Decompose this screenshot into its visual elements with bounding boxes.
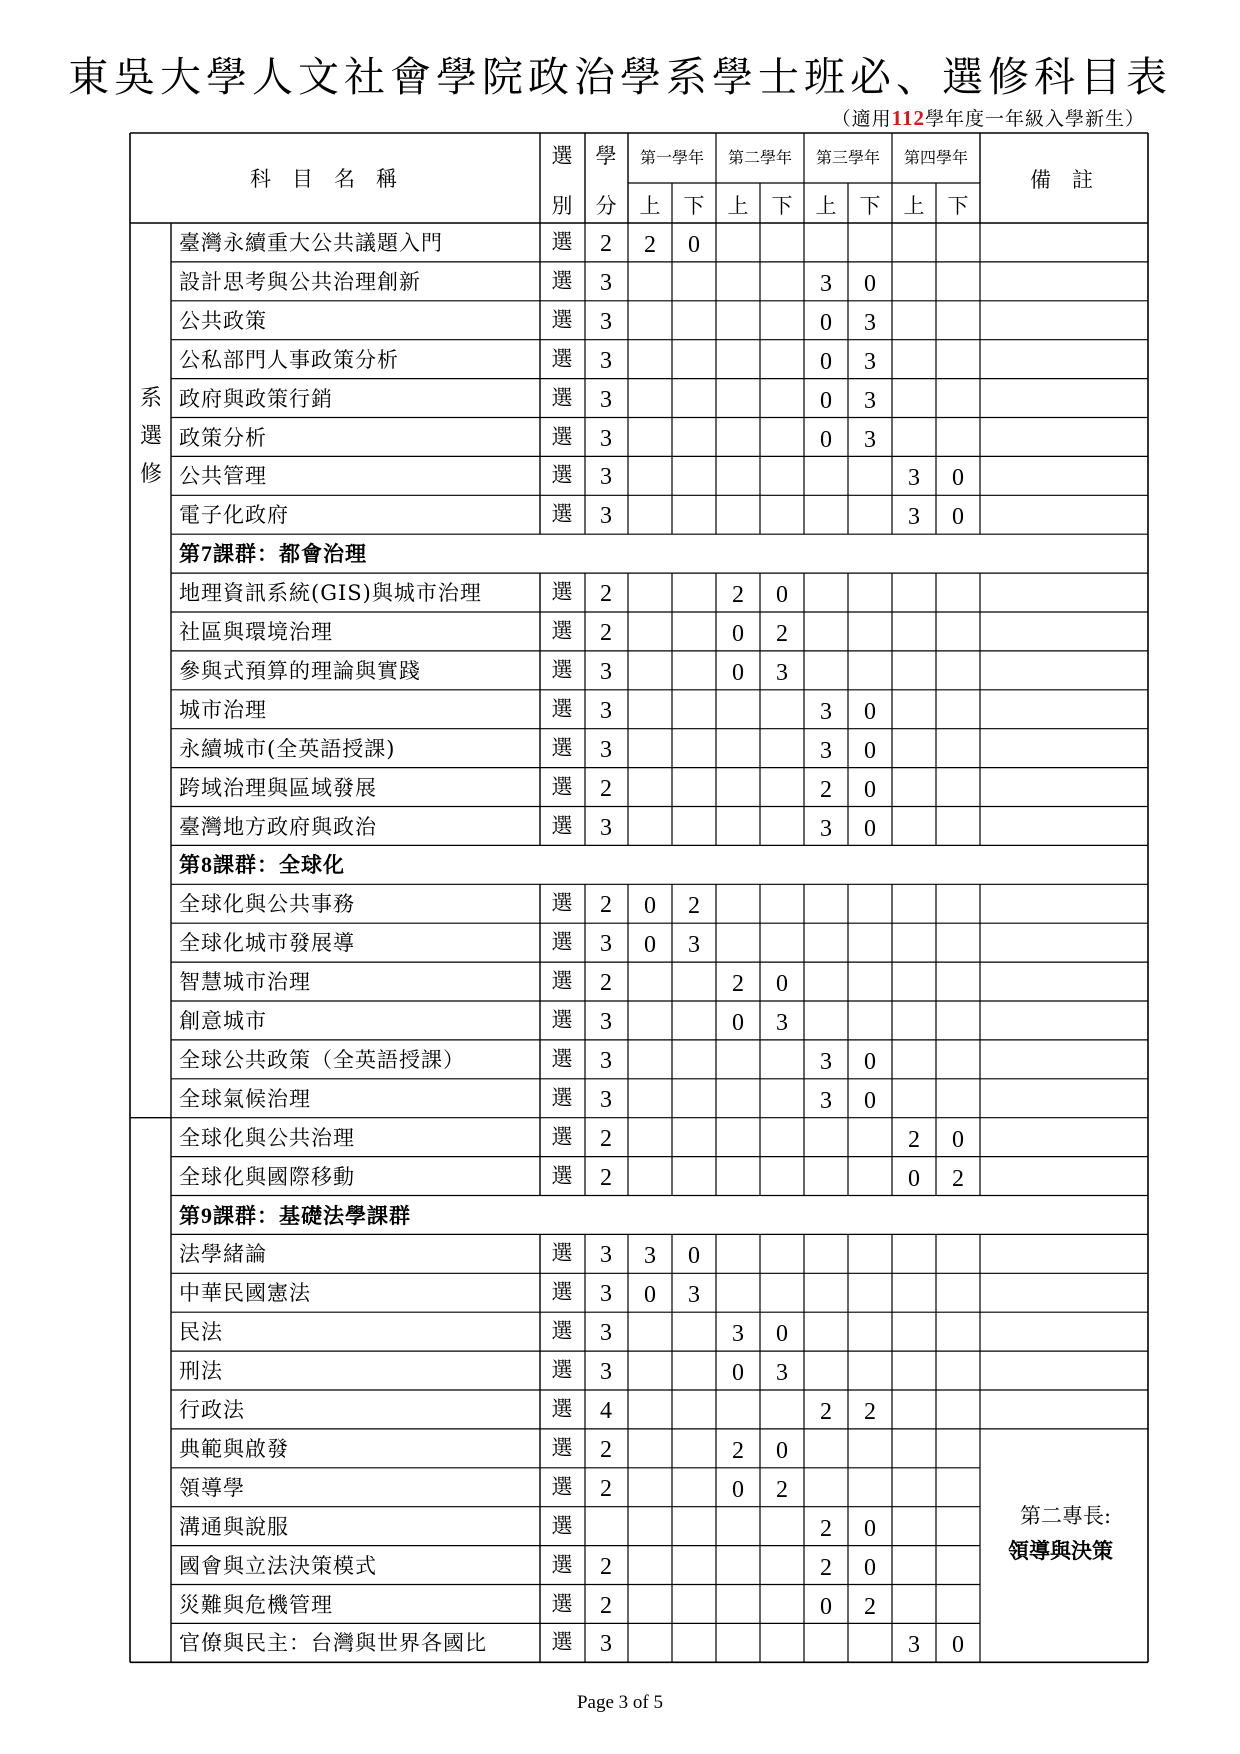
semester-credits: 0 xyxy=(952,1632,964,1659)
applicability-note xyxy=(832,104,1145,131)
semester-credits: 2 xyxy=(864,1593,876,1620)
course-name: 臺灣永續重大公共議題入門 xyxy=(179,231,443,255)
group-prefix: 第 xyxy=(179,541,201,567)
semester-credits: 2 xyxy=(820,776,832,803)
semester-credits: 3 xyxy=(820,737,832,764)
course-name: 刑法 xyxy=(179,1359,223,1384)
semester-credits: 0 xyxy=(732,659,744,686)
course-credits: 2 xyxy=(600,1592,612,1619)
semester-credits: 0 xyxy=(732,1476,744,1503)
remark-second-specialty-name: 領導與決策 xyxy=(1008,1537,1113,1563)
semester-credits: 2 xyxy=(644,232,656,258)
semester-credits: 0 xyxy=(864,1048,876,1075)
course-credits: 3 xyxy=(600,308,612,335)
group-name: 課群：全球化 xyxy=(213,852,345,878)
course-name: 全球公共政策（全英語授課） xyxy=(179,1047,465,1072)
semester-credits: 0 xyxy=(864,1554,876,1581)
course-type: 選 xyxy=(551,619,573,643)
course-credits: 2 xyxy=(600,1553,612,1580)
semester-credits: 3 xyxy=(908,1632,920,1659)
semester-credits: 3 xyxy=(864,309,876,336)
semester-credits: 0 xyxy=(732,1010,744,1036)
course-group-title xyxy=(179,543,367,565)
course-credits: 3 xyxy=(600,347,612,374)
semester-credits: 0 xyxy=(644,893,656,920)
course-credits: 3 xyxy=(600,1009,612,1035)
group-prefix: 第 xyxy=(179,1202,201,1228)
course-type: 選 xyxy=(551,1630,573,1655)
course-type: 選 xyxy=(551,1474,573,1499)
semester-credits: 3 xyxy=(820,1048,832,1075)
semester-credits: 0 xyxy=(776,1437,788,1464)
course-name: 溝通與說服 xyxy=(179,1514,289,1539)
semester-credits: 0 xyxy=(864,1515,876,1542)
course-credits: 3 xyxy=(600,1320,612,1347)
semester-credits: 2 xyxy=(776,1476,788,1503)
course-name: 政府與政策行銷 xyxy=(179,386,333,411)
course-credits: 3 xyxy=(600,503,612,530)
course-credits: 2 xyxy=(600,1436,612,1463)
course-credits: 3 xyxy=(600,1242,612,1269)
course-type: 選 xyxy=(551,1163,573,1188)
semester-credits: 0 xyxy=(864,698,876,725)
course-name: 城市治理 xyxy=(179,697,267,722)
course-credits: 3 xyxy=(600,697,612,724)
semester-credits: 0 xyxy=(952,465,964,492)
course-type: 選 xyxy=(551,657,573,682)
semester-credits: 3 xyxy=(776,1360,788,1387)
course-name: 政策分析 xyxy=(179,425,267,450)
semester-credits: 3 xyxy=(908,504,920,531)
course-type: 選 xyxy=(551,424,573,449)
semester-credits: 0 xyxy=(688,232,700,258)
semester-credits: 0 xyxy=(732,1360,744,1387)
group-name: 課群：基礎法學課群 xyxy=(213,1202,411,1228)
semester-credits: 0 xyxy=(688,1243,700,1270)
course-name: 全球化城市發展導 xyxy=(179,931,355,956)
course-credits: 2 xyxy=(600,892,612,919)
course-name: 參與式預算的理論與實踐 xyxy=(179,658,421,683)
header-subject-name: 科 目 名 稱 xyxy=(250,167,397,191)
course-type: 選 xyxy=(551,1124,573,1149)
course-type: 選 xyxy=(551,774,573,799)
side-label-char: 系 xyxy=(139,386,162,411)
page-title: 東吳大學人文社會學院政治學系學士班必、選修科目表 xyxy=(68,53,1172,101)
course-credits: 2 xyxy=(600,1125,612,1152)
course-credits: 2 xyxy=(600,970,612,997)
semester-credits: 3 xyxy=(820,698,832,725)
semester-credits: 0 xyxy=(820,387,832,414)
course-type: 選 xyxy=(551,268,573,293)
header-upper: 上 xyxy=(903,194,925,218)
course-name: 行政法 xyxy=(179,1398,245,1422)
semester-credits: 0 xyxy=(776,582,788,609)
semester-credits: 3 xyxy=(732,1321,744,1348)
course-type: 選 xyxy=(551,696,573,721)
course-credits: 3 xyxy=(600,1631,612,1658)
semester-credits: 2 xyxy=(732,971,744,998)
course-type: 選 xyxy=(551,735,573,760)
course-type: 選 xyxy=(551,230,573,254)
course-group-title xyxy=(179,1202,411,1228)
course-type: 選 xyxy=(551,1241,573,1266)
course-credits: 3 xyxy=(600,269,612,296)
header-lower: 下 xyxy=(859,194,881,218)
note-prefix: （適用 xyxy=(831,108,892,130)
semester-credits: 3 xyxy=(688,932,700,959)
course-group-title xyxy=(179,854,345,876)
course-name: 永續城市(全英語授課) xyxy=(179,736,396,761)
course-credits: 2 xyxy=(600,1475,612,1502)
header-year: 第二學年 xyxy=(727,148,792,167)
semester-credits: 0 xyxy=(864,776,876,803)
semester-credits: 2 xyxy=(732,582,744,609)
header-year: 第三學年 xyxy=(815,148,880,167)
course-name: 公共管理 xyxy=(179,464,267,489)
semester-credits: 0 xyxy=(864,1087,876,1114)
semester-credits: 0 xyxy=(820,348,832,375)
course-name: 中華民國憲法 xyxy=(179,1281,311,1306)
course-credits: 3 xyxy=(600,658,612,685)
course-credits: 3 xyxy=(600,814,612,841)
course-name: 全球化與公共事務 xyxy=(179,892,355,917)
semester-credits: 3 xyxy=(864,387,876,414)
course-credits: 3 xyxy=(600,1359,612,1386)
semester-credits: 0 xyxy=(864,737,876,764)
course-credits: 2 xyxy=(600,775,612,802)
header-type-bottom: 別 xyxy=(551,194,573,218)
semester-credits: 3 xyxy=(820,270,832,297)
course-type: 選 xyxy=(551,1046,573,1071)
group-prefix: 第 xyxy=(179,852,201,878)
course-credits: 3 xyxy=(600,425,612,452)
course-name: 臺灣地方政府與政治 xyxy=(179,814,377,839)
course-credits: 2 xyxy=(600,620,612,646)
semester-credits: 2 xyxy=(820,1399,832,1425)
note-year: 112 xyxy=(891,106,925,130)
semester-credits: 2 xyxy=(820,1554,832,1581)
semester-credits: 3 xyxy=(864,348,876,375)
course-name: 領導學 xyxy=(179,1475,245,1500)
course-name: 智慧城市治理 xyxy=(179,970,311,995)
course-type: 選 xyxy=(551,930,573,955)
semester-credits: 0 xyxy=(952,1126,964,1153)
course-credits: 2 xyxy=(600,1164,612,1191)
header-upper: 上 xyxy=(727,194,749,218)
course-name: 公私部門人事政策分析 xyxy=(179,347,399,372)
course-name: 創意城市 xyxy=(179,1009,267,1033)
course-type: 選 xyxy=(551,1397,573,1421)
semester-credits: 3 xyxy=(820,815,832,842)
course-credits: 3 xyxy=(600,1086,612,1113)
semester-credits: 0 xyxy=(952,504,964,531)
course-type: 選 xyxy=(551,1552,573,1577)
course-name: 跨域治理與區域發展 xyxy=(179,775,377,800)
course-name: 災難與危機管理 xyxy=(179,1592,333,1617)
course-type: 選 xyxy=(551,1591,573,1616)
course-type: 選 xyxy=(551,502,573,527)
course-credits: 3 xyxy=(600,386,612,413)
course-type: 選 xyxy=(551,969,573,994)
semester-credits: 3 xyxy=(908,465,920,492)
course-type: 選 xyxy=(551,1513,573,1538)
semester-credits: 2 xyxy=(908,1126,920,1153)
course-credits: 3 xyxy=(600,1281,612,1308)
course-type: 選 xyxy=(551,580,573,605)
semester-credits: 3 xyxy=(644,1243,656,1270)
header-lower: 下 xyxy=(771,194,793,218)
semester-credits: 2 xyxy=(952,1165,964,1192)
remark-second-specialty-label: 第二專長: xyxy=(1020,1503,1112,1528)
course-type: 選 xyxy=(551,463,573,488)
semester-credits: 0 xyxy=(820,426,832,453)
course-name: 地理資訊系統(GIS)與城市治理 xyxy=(179,581,482,606)
course-type: 選 xyxy=(551,1085,573,1110)
header-credit-top: 學 xyxy=(595,144,617,168)
semester-credits: 2 xyxy=(732,1437,744,1464)
course-name: 國會與立法決策模式 xyxy=(179,1553,377,1578)
semester-credits: 3 xyxy=(864,426,876,453)
course-name: 公共政策 xyxy=(179,308,267,333)
header-lower: 下 xyxy=(947,194,969,218)
course-credits: 2 xyxy=(600,231,612,257)
semester-credits: 0 xyxy=(820,309,832,336)
group-number: 8 xyxy=(201,852,213,878)
header-upper: 上 xyxy=(815,194,837,218)
side-label-char: 選 xyxy=(139,424,162,449)
course-type: 選 xyxy=(551,813,573,838)
semester-credits: 0 xyxy=(864,270,876,297)
course-name: 法學緒論 xyxy=(179,1242,267,1267)
header-upper: 上 xyxy=(639,194,661,218)
side-label-char: 修 xyxy=(139,462,162,487)
course-type: 選 xyxy=(551,307,573,332)
course-type: 選 xyxy=(551,1358,573,1383)
course-type: 選 xyxy=(551,891,573,916)
course-type: 選 xyxy=(551,1319,573,1344)
course-type: 選 xyxy=(551,1008,573,1032)
header-credit-bottom: 分 xyxy=(595,194,617,218)
course-name: 電子化政府 xyxy=(179,503,289,528)
course-credits: 3 xyxy=(600,736,612,763)
semester-credits: 0 xyxy=(820,1593,832,1620)
header-type-top: 選 xyxy=(551,144,573,168)
semester-credits: 2 xyxy=(864,1399,876,1425)
course-name: 全球化與公共治理 xyxy=(179,1125,355,1150)
course-type: 選 xyxy=(551,1280,573,1305)
header-year: 第四學年 xyxy=(903,148,968,167)
course-credits: 4 xyxy=(600,1398,612,1424)
course-name: 官僚與民主：台灣與世界各國比 xyxy=(179,1631,487,1656)
note-suffix: 學年度一年級入學新生） xyxy=(924,108,1145,130)
semester-credits: 3 xyxy=(776,1010,788,1036)
header-lower: 下 xyxy=(683,194,705,218)
course-credits: 3 xyxy=(600,1047,612,1074)
header-year: 第一學年 xyxy=(639,148,704,167)
semester-credits: 2 xyxy=(820,1515,832,1542)
course-name: 典範與啟發 xyxy=(179,1436,289,1461)
course-name: 全球化與國際移動 xyxy=(179,1164,355,1189)
group-number: 9 xyxy=(201,1202,213,1228)
semester-credits: 0 xyxy=(776,971,788,998)
semester-credits: 2 xyxy=(688,893,700,920)
course-type: 選 xyxy=(551,1435,573,1460)
group-name: 課群：都會治理 xyxy=(213,541,367,567)
semester-credits: 3 xyxy=(776,659,788,686)
semester-credits: 0 xyxy=(908,1165,920,1192)
course-credits: 2 xyxy=(600,581,612,608)
course-name: 社區與環境治理 xyxy=(179,620,333,644)
semester-credits: 0 xyxy=(864,815,876,842)
course-credits: 3 xyxy=(600,464,612,491)
course-type: 選 xyxy=(551,385,573,410)
semester-credits: 3 xyxy=(688,1282,700,1309)
semester-credits: 0 xyxy=(732,621,744,647)
course-name: 全球氣候治理 xyxy=(179,1086,311,1111)
semester-credits: 3 xyxy=(820,1087,832,1114)
course-type: 選 xyxy=(551,346,573,371)
header-remarks: 備 註 xyxy=(1030,168,1093,192)
course-name: 設計思考與公共治理創新 xyxy=(179,269,421,294)
semester-credits: 0 xyxy=(644,1282,656,1309)
page-number: Page 3 of 5 xyxy=(576,1692,663,1713)
semester-credits: 0 xyxy=(776,1321,788,1348)
semester-credits: 2 xyxy=(776,621,788,647)
group-number: 7 xyxy=(201,541,213,567)
course-credits: 3 xyxy=(600,931,612,958)
course-name: 民法 xyxy=(179,1320,223,1345)
semester-credits: 0 xyxy=(644,932,656,959)
